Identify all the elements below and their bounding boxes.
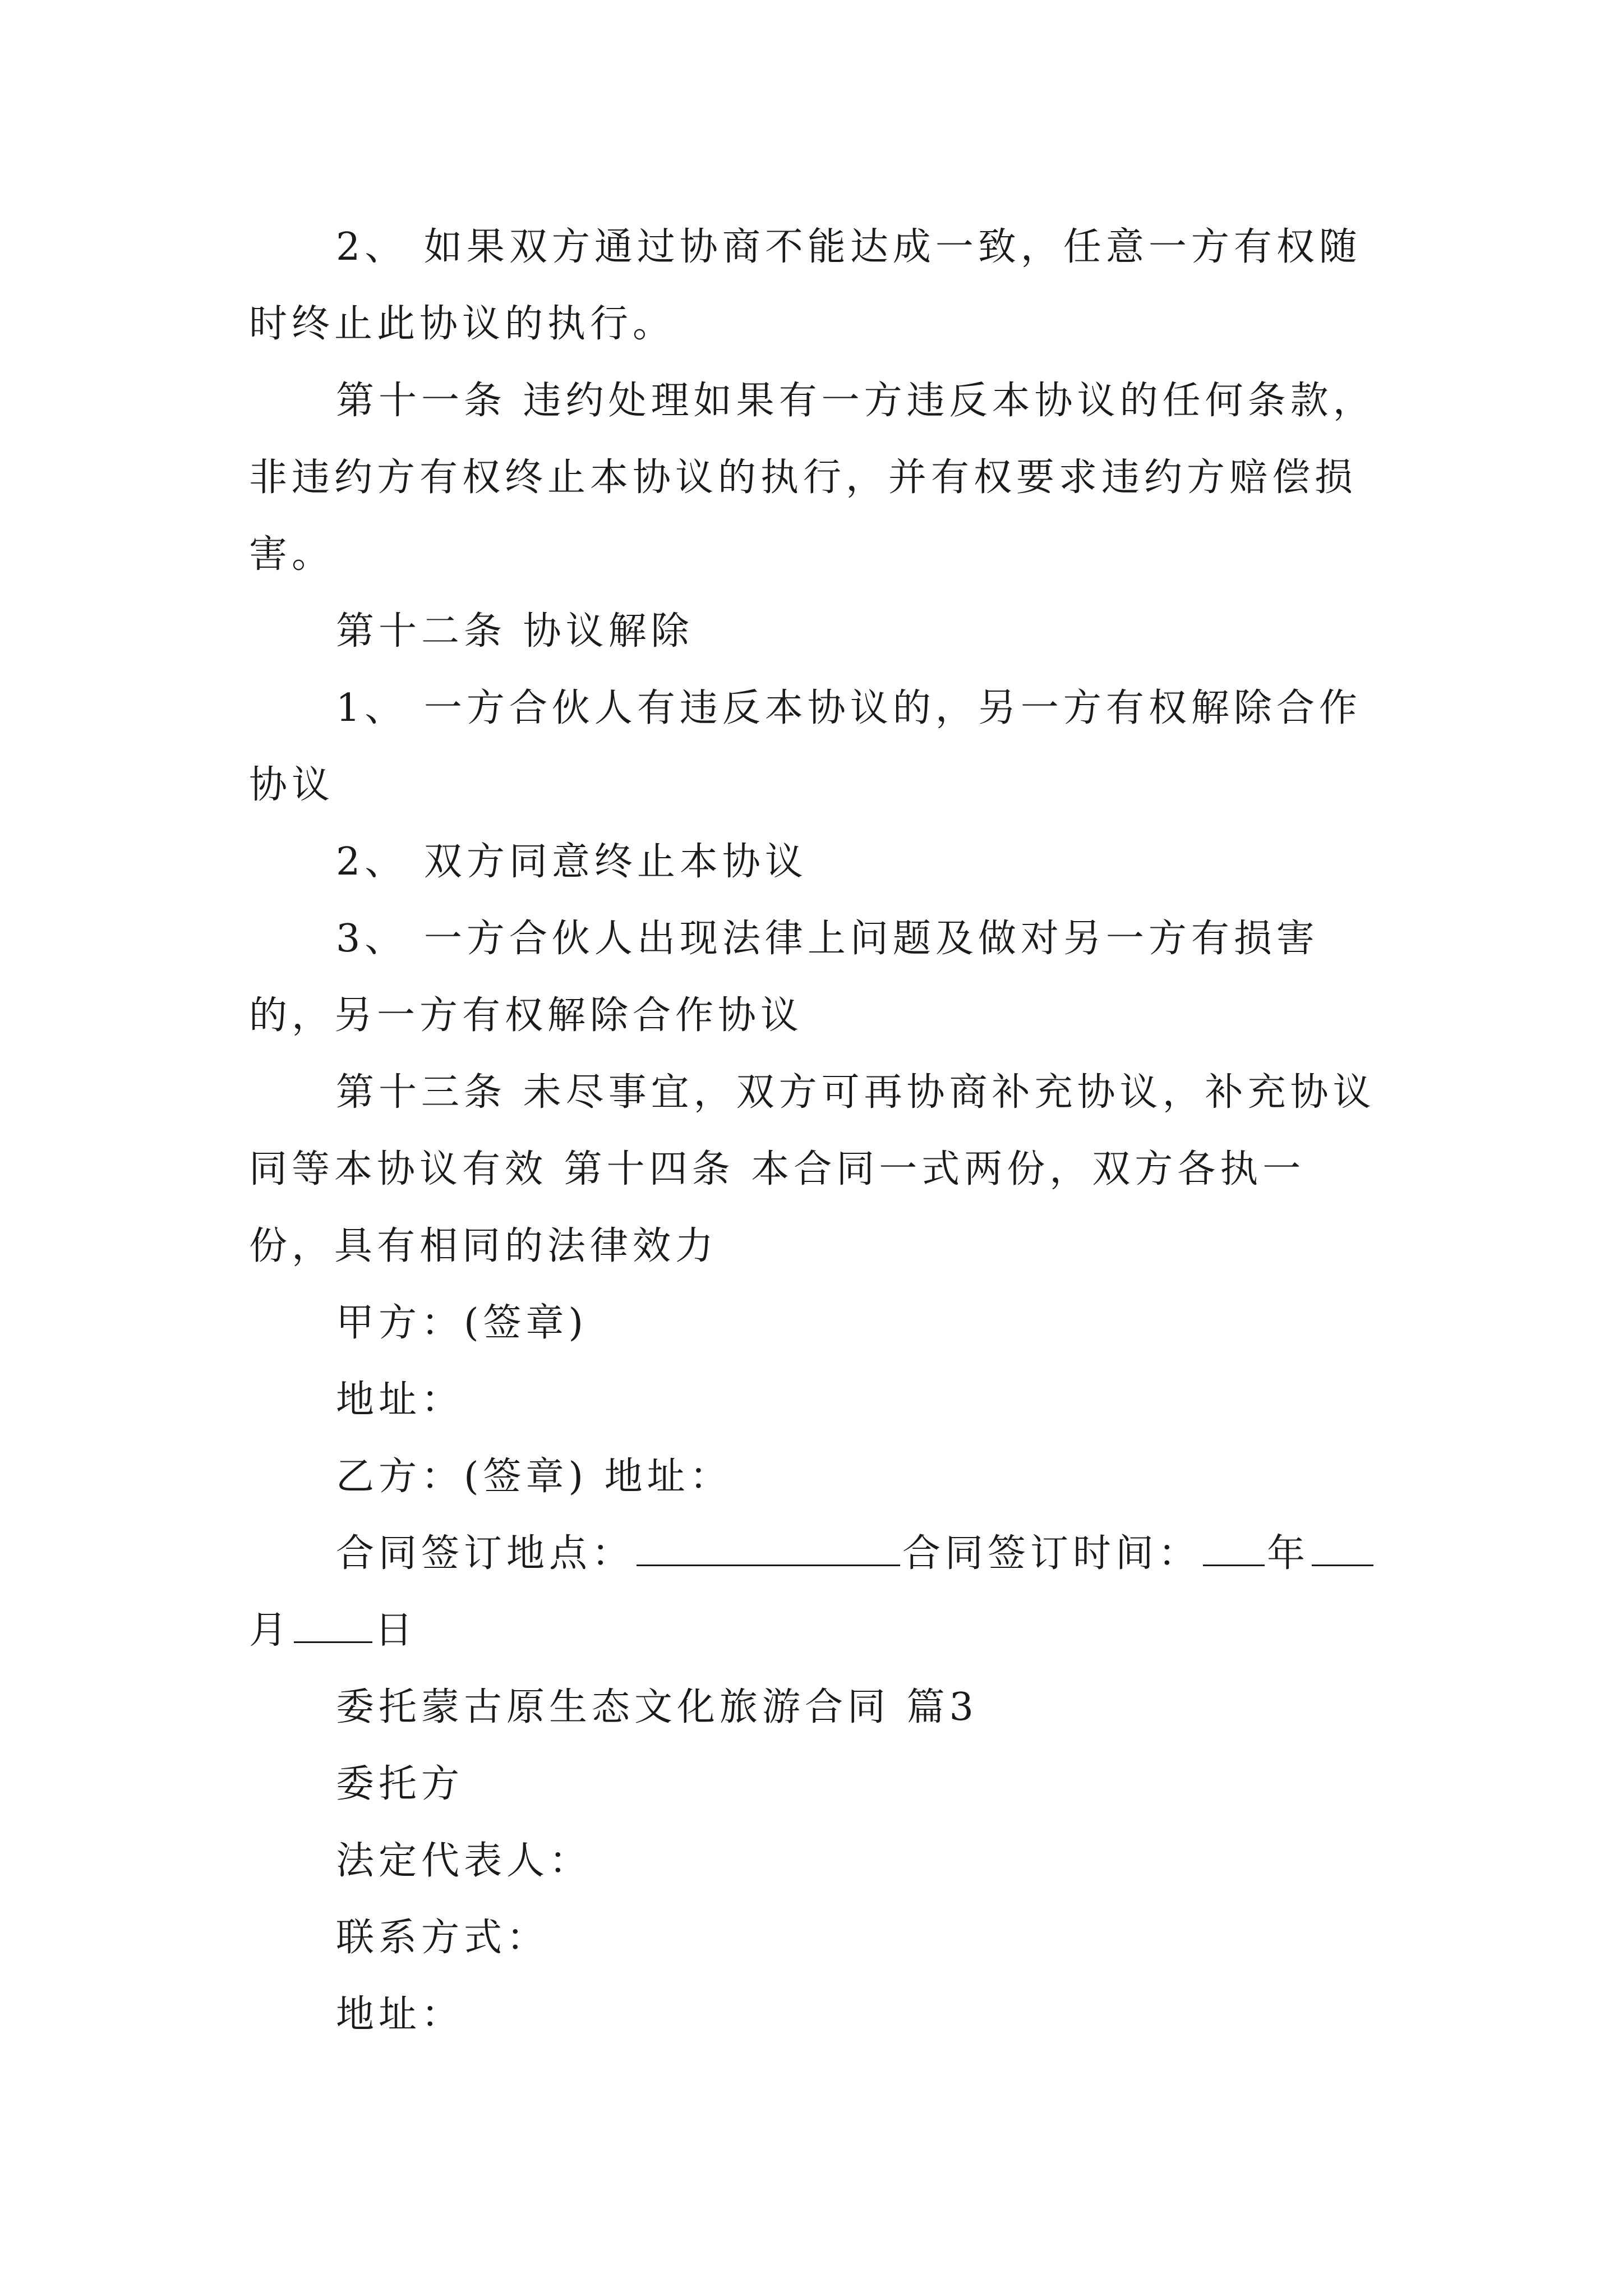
signing-place-label: 合同签订地点： [336,1531,635,1576]
clause-12-item-1: 1、 一方合伙人有违反本协议的，另一方有权解除合作协议 [249,686,1362,807]
day-blank [294,1607,372,1643]
clause-12-item-3: 3、 一方合伙人出现法律上问题及做对另一方有损害的，另一方有权解除合作协议 [249,917,1319,1038]
clause-13-14: 第十三条 未尽事宜，双方可再协商补充协议，补充协议同等本协议有效 第十四条 本合同一式两份，双方各执一份，具有相同的法律效力 [249,1070,1376,1268]
clause-10-item-2: 2、 如果双方通过协商不能达成一致，任意一方有权随时终止此协议的执行。 [249,225,1362,346]
contract-3-title: 委托蒙古原生态文化旅游合同 篇3 [336,1685,978,1729]
clause-12-item-2: 2、 双方同意终止本协议 [336,840,808,884]
principal-label: 委托方 [336,1762,464,1806]
party-a-address: 地址： [336,1378,464,1422]
signing-time-label: 合同签订时间： [902,1531,1201,1576]
party-a-signature: 甲方：(签章) [336,1301,588,1345]
year-label: 年 [1267,1531,1310,1576]
clause-11-breach: 第十一条 违约处理如果有一方违反本协议的任何条款，非违约方有权终止本协议的执行，并有权要求违约方赔偿损害。 [249,379,1376,577]
document-body [249,209,1387,2053]
day-label: 日 [375,1608,418,1653]
signing-place-time [249,1515,1387,1669]
signing-place-blank [637,1530,900,1566]
clause-12-heading: 第十二条 协议解除 [336,609,694,654]
month-blank [1312,1530,1373,1566]
party-b-signature: 乙方：(签章) 地址： [336,1455,732,1499]
month-label: 月 [249,1608,292,1653]
contact-label: 联系方式： [336,1916,550,1960]
year-blank [1203,1530,1265,1566]
address-label: 地址： [336,1993,464,2037]
legal-representative-label: 法定代表人： [336,1839,592,1883]
